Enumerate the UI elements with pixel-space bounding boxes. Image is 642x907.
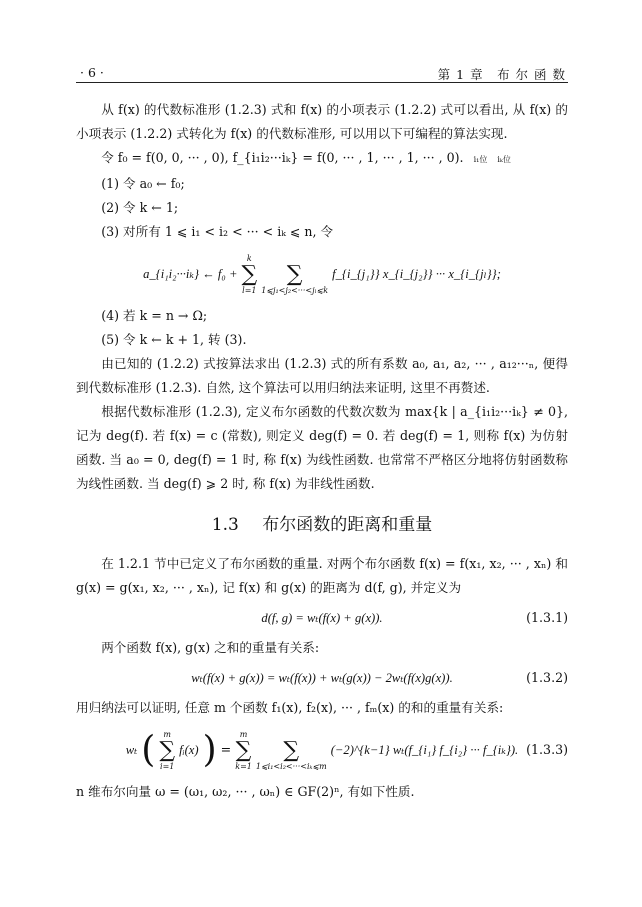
paragraph-4: 根据代数标准形 (1.2.3), 定义布尔函数的代数次数为 max{k | a_{i₁i₂···iₖ} ≠ 0}, 记为 deg(f). 若 f(x) = c (常数), 则定义 deg(f) = 0. 若 deg(f) = 1, 则称 f(x) 为仿射函数. 当 a₀ = 0, deg(f) = 1 时, 称 f(x) 为线性函数. 也常常不严格区分地将仿射函数称为线性函数. 当 deg(f) ⩾ 2 时, 称 f(x) 为非线性函数. — [76, 404, 568, 491]
eq3-sum2-bot: 1⩽i₁<i₂<···<iₖ⩽m — [255, 761, 327, 771]
eq3-inner-sum: m ∑ i=1 — [159, 729, 176, 771]
body-text — [76, 98, 568, 804]
paragraph-2 — [76, 146, 568, 172]
equation-1-3-3: wₜ ( m ∑ i=1 fᵢ(x) ) = m ∑ k=1 ∑ 1⩽i₁<i₂<···<iₖ⩽m (−2)^{k−1} wₜ(f_{i₁} f_{i₂} ··· f_{iₖ}). (1.3.3) — [76, 720, 568, 780]
eq3-inner-bot: i=1 — [160, 761, 175, 771]
page-number: · 6 · — [80, 65, 104, 80]
equation-1-3-2 — [76, 666, 568, 690]
eq3-eqsign: = — [220, 742, 232, 757]
eq1-body: d(f, g) = wₜ(f(x) + g(x)). — [261, 611, 383, 625]
paragraph-1: 从 f(x) 的代数标准形 (1.2.3) 式和 f(x) 的小项表示 (1.2.2) 式可以看出, 从 f(x) 的小项表示 (1.2.2) 式转化为 f(x) 的代数标准形, 可以用以下可编程的算法实现. — [76, 102, 568, 141]
paragraph-3: 由已知的 (1.2.2) 式按算法求出 (1.2.3) 式的所有系数 a₀, a₁, a₂, ··· , a₁₂···ₙ, 便得到代数标准形 (1.2.3). 自然, 这个算法可以用归纳法来证明, 这里不再赘述. — [76, 356, 568, 395]
eq-step3-sum1-top: k — [246, 253, 252, 263]
eq-step3-sum1: k ∑ l=1 — [241, 253, 258, 295]
eq3-lhs: wₜ — [125, 743, 138, 757]
section-title: 布尔函数的距离和重量 — [262, 515, 433, 535]
equation-step3 — [76, 244, 568, 304]
paragraph-8: n 维布尔向量 ω = (ω₁, ω₂, ··· , ωₙ) ∈ GF(2)ⁿ, 有如下性质. — [76, 784, 415, 799]
eq-step3-sum2-bot: 1⩽j₁<j₂<···<jₗ⩽k — [261, 285, 329, 295]
eq3-inner-body: fᵢ(x) — [179, 743, 199, 757]
equation-1-3-1 — [76, 606, 568, 630]
eq-step3-lhs: a_{i₁i₂···iₖ} ← f₀ + — [143, 267, 238, 281]
chapter-title: 第 1 章 布 尔 函 数 — [437, 67, 566, 82]
step-5: (5) 令 k ← k + 1, 转 (3). — [101, 332, 247, 347]
p2-text: 令 f₀ = f(0, 0, ··· , 0), f_{i₁i₂···iₖ} = f(0, ··· , 1, ··· , 1, ··· , 0). — [101, 150, 464, 165]
eq-step3-sum1-bot: l=1 — [242, 285, 257, 295]
eq3-sum1-bot: k=1 — [235, 761, 252, 771]
eq3-number: (1.3.3) — [526, 742, 568, 757]
eq-step3-rhs: f_{i_{j₁}} x_{i_{j₂}} ··· x_{i_{jₗ}}; — [332, 267, 501, 281]
p2-label-i1: i₁位 — [473, 155, 488, 164]
step-2: (2) 令 k ← 1; — [101, 200, 179, 215]
step-3: (3) 对所有 1 ⩽ i₁ < i₂ < ··· < iₖ ⩽ n, 令 — [101, 224, 334, 239]
eq2-body: wₜ(f(x) + g(x)) = wₜ(f(x)) + wₜ(g(x)) − 2wₜ(f(x)g(x)). — [191, 671, 453, 685]
paragraph-5: 在 1.2.1 节中已定义了布尔函数的重量. 对两个布尔函数 f(x) = f(x₁, x₂, ··· , xₙ) 和 g(x) = g(x₁, x₂, ··· , xₙ), 记 f(x) 和 g(x) 的距离为 d(f, g), 并定义为 — [76, 556, 568, 595]
p2-label-ik: iₖ位 — [497, 155, 511, 164]
eq3-rhs: (−2)^{k−1} wₜ(f_{i₁} f_{i₂} ··· f_{iₖ}). — [330, 743, 519, 757]
eq-step3-sum2: ∑ 1⩽j₁<j₂<···<jₗ⩽k — [261, 261, 329, 295]
page — [76, 60, 568, 799]
section-heading — [76, 510, 568, 540]
eq3-sum1: m ∑ k=1 — [235, 729, 252, 771]
eq2-number: (1.3.2) — [526, 670, 568, 685]
paragraph-6: 两个函数 f(x), g(x) 之和的重量有关系: — [101, 640, 320, 655]
paragraph-7: 用归纳法可以证明, 任意 m 个函数 f₁(x), f₂(x), ··· , fₘ(x) 的和的重量有关系: — [76, 700, 504, 715]
section-number: 1.3 — [211, 515, 239, 535]
eq3-sum2: ∑ 1⩽i₁<i₂<···<iₖ⩽m — [255, 737, 327, 771]
step-4: (4) 若 k = n → Ω; — [101, 308, 208, 323]
step-1: (1) 令 a₀ ← f₀; — [101, 176, 185, 191]
eq3-sum1-top: m — [239, 729, 248, 739]
running-header — [76, 60, 568, 83]
eq3-inner-top: m — [163, 729, 172, 739]
eq1-number: (1.3.1) — [526, 610, 568, 625]
